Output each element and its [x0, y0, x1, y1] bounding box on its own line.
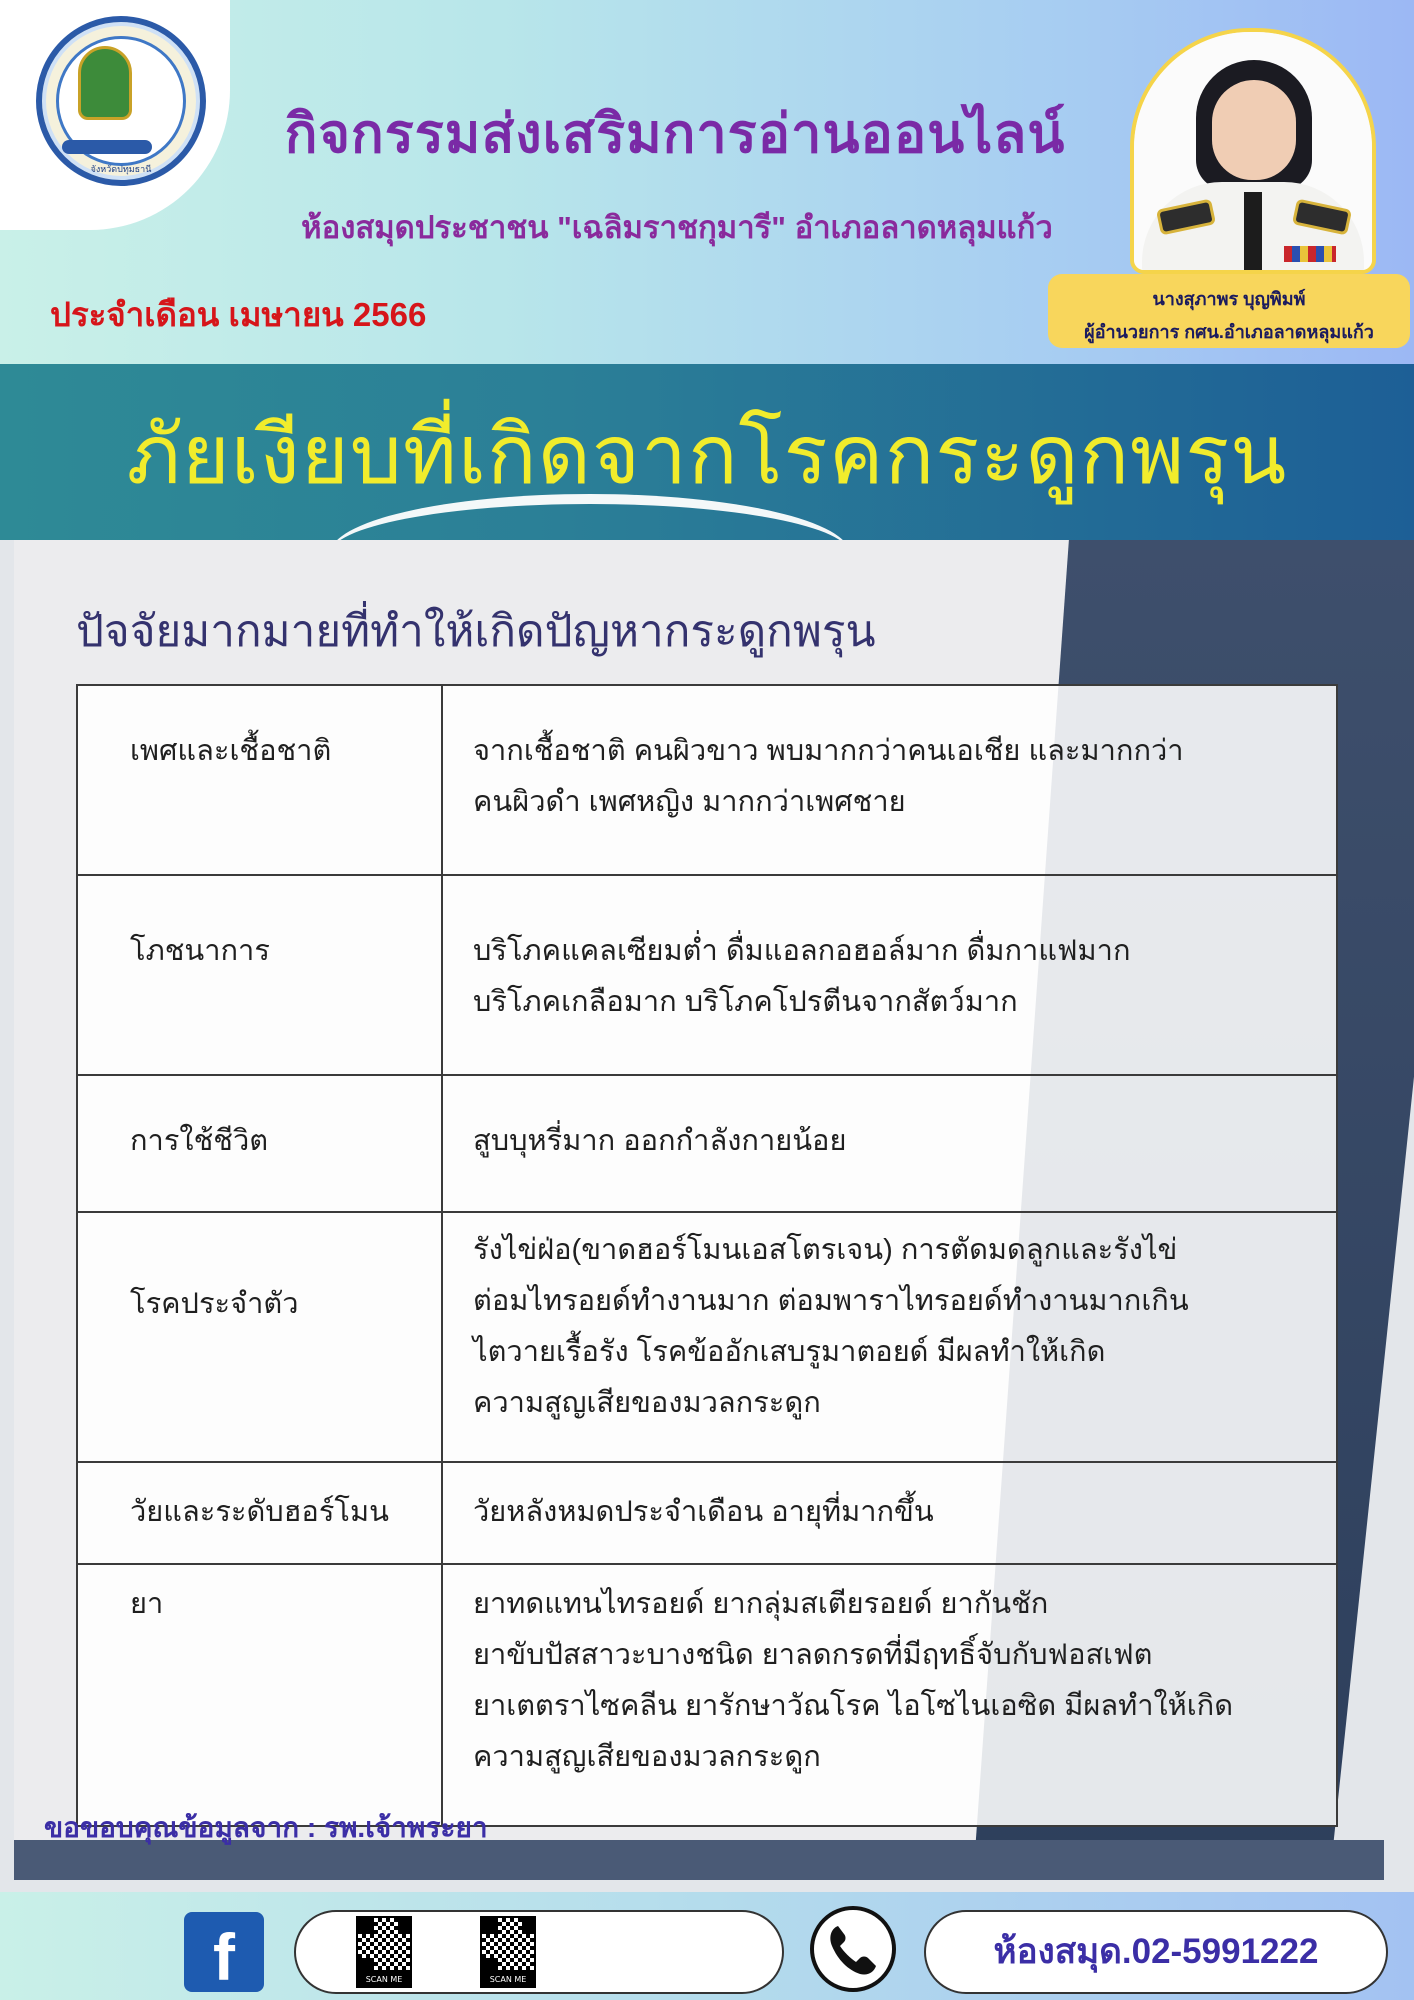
portrait-tie: [1244, 192, 1262, 274]
factor-cell: ยา: [77, 1564, 442, 1826]
phone-glyph: [814, 1910, 892, 1988]
qr-code-1[interactable]: [356, 1916, 412, 1990]
topic-title: ภัยเงียบที่เกิดจากโรคกระดูกพรุน: [126, 410, 1288, 501]
page-subtitle: ห้องสมุดประชาชน "เฉลิมราชกุมารี" อำเภอลาดหลุมแก้ว: [301, 210, 1053, 245]
factor-cell: โรคประจำตัว: [77, 1212, 442, 1462]
section-heading: ปัจจัยมากมายที่ทำให้เกิดปัญหากระดูกพรุน: [76, 607, 876, 656]
detail-cell: รังไข่ฝ่อ(ขาดฮอร์โมนเอสโตรเจน) การตัดมดลูกและรังไข่ ต่อมไทรอยด์ทำงานมาก ต่อมพาราไทรอยด์ทำงานมากเกิน ไตวายเรื้อรัง โรคข้ออักเสบรูมาตอยด์ มีผลทำให้เกิด ความสูญเสียของมวลกระดูก: [442, 1212, 1337, 1462]
facebook-icon[interactable]: f: [184, 1912, 264, 1992]
qr-code-icon: [480, 1916, 536, 1972]
detail-cell: สูบบุหรี่มาก ออกกำลังกายน้อย: [442, 1075, 1337, 1212]
risk-factor-table: [76, 684, 1338, 1827]
table-row: [77, 1075, 1337, 1212]
detail-cell: ยาทดแทนไทรอยด์ ยากลุ่มสเตียรอยด์ ยากันชัก ยาขับปัสสาวะบางชนิด ยาลดกรดที่มีฤทธิ์จับกับฟอสเฟต ยาเตตราไซคลีน ยารักษาวัณโรค ไอโซไนเอซิด มีผลทำให้เกิด ความสูญเสียของมวลกระดูก: [442, 1564, 1337, 1826]
header: [0, 0, 1414, 364]
topic-banner: [0, 364, 1414, 540]
qr-code-icon: [356, 1916, 412, 1972]
library-phone[interactable]: ห้องสมุด.02-5991222: [924, 1910, 1388, 1994]
logo-band: [62, 140, 152, 154]
source-credit: ขอขอบคุณข้อมูลจาก : รพ.เจ้าพระยา: [44, 1812, 488, 1843]
director-portrait: [1130, 28, 1376, 274]
page-title: กิจกรรมส่งเสริมการอ่านออนไลน์: [284, 104, 1066, 164]
director-position: ผู้อำนวยการ กศน.อำเภอลาดหลุมแก้ว: [1084, 322, 1374, 342]
director-nameplate: [1048, 274, 1410, 348]
logo-text: จังหวัดปทุมธานี: [90, 165, 152, 175]
table-row: [77, 875, 1337, 1075]
table-row: [77, 685, 1337, 875]
factor-cell: การใช้ชีวิต: [77, 1075, 442, 1212]
factor-cell: เพศและเชื้อชาติ: [77, 685, 442, 875]
qr-label: SCAN ME: [356, 1972, 412, 1988]
medal-ribbons: [1284, 246, 1336, 262]
detail-cell: วัยหลังหมดประจำเดือน อายุที่มากขึ้น: [442, 1462, 1337, 1564]
qr-code-bubble: [294, 1910, 784, 1994]
phone-icon: [810, 1906, 896, 1992]
detail-cell: บริโภคแคลเซียมต่ำ ดื่มแอลกอฮอล์มาก ดื่มกาแฟมาก บริโภคเกลือมาก บริโภคโปรตีนจากสัตว์มาก: [442, 875, 1337, 1075]
detail-cell: จากเชื้อชาติ คนผิวขาว พบมากกว่าคนเอเชีย และมากกว่า คนผิวดำ เพศหญิง มากกว่าเพศชาย: [442, 685, 1337, 875]
qr-label: SCAN ME: [480, 1972, 536, 1988]
footer: [0, 1892, 1414, 2000]
qr-code-2[interactable]: [480, 1916, 536, 1990]
month-label: ประจำเดือน เมษายน 2566: [50, 296, 427, 333]
table-row: [77, 1564, 1337, 1826]
main-content: [0, 540, 1414, 1892]
factor-cell: วัยและระดับฮอร์โมน: [77, 1462, 442, 1564]
org-logo: [36, 16, 206, 186]
table-row: [77, 1462, 1337, 1564]
factor-cell: โภชนาการ: [77, 875, 442, 1075]
director-name: นางสุภาพร บุญพิมพ์: [1152, 289, 1306, 309]
portrait-face: [1212, 80, 1296, 180]
emblem-icon: [78, 46, 132, 120]
table-row: [77, 1212, 1337, 1462]
